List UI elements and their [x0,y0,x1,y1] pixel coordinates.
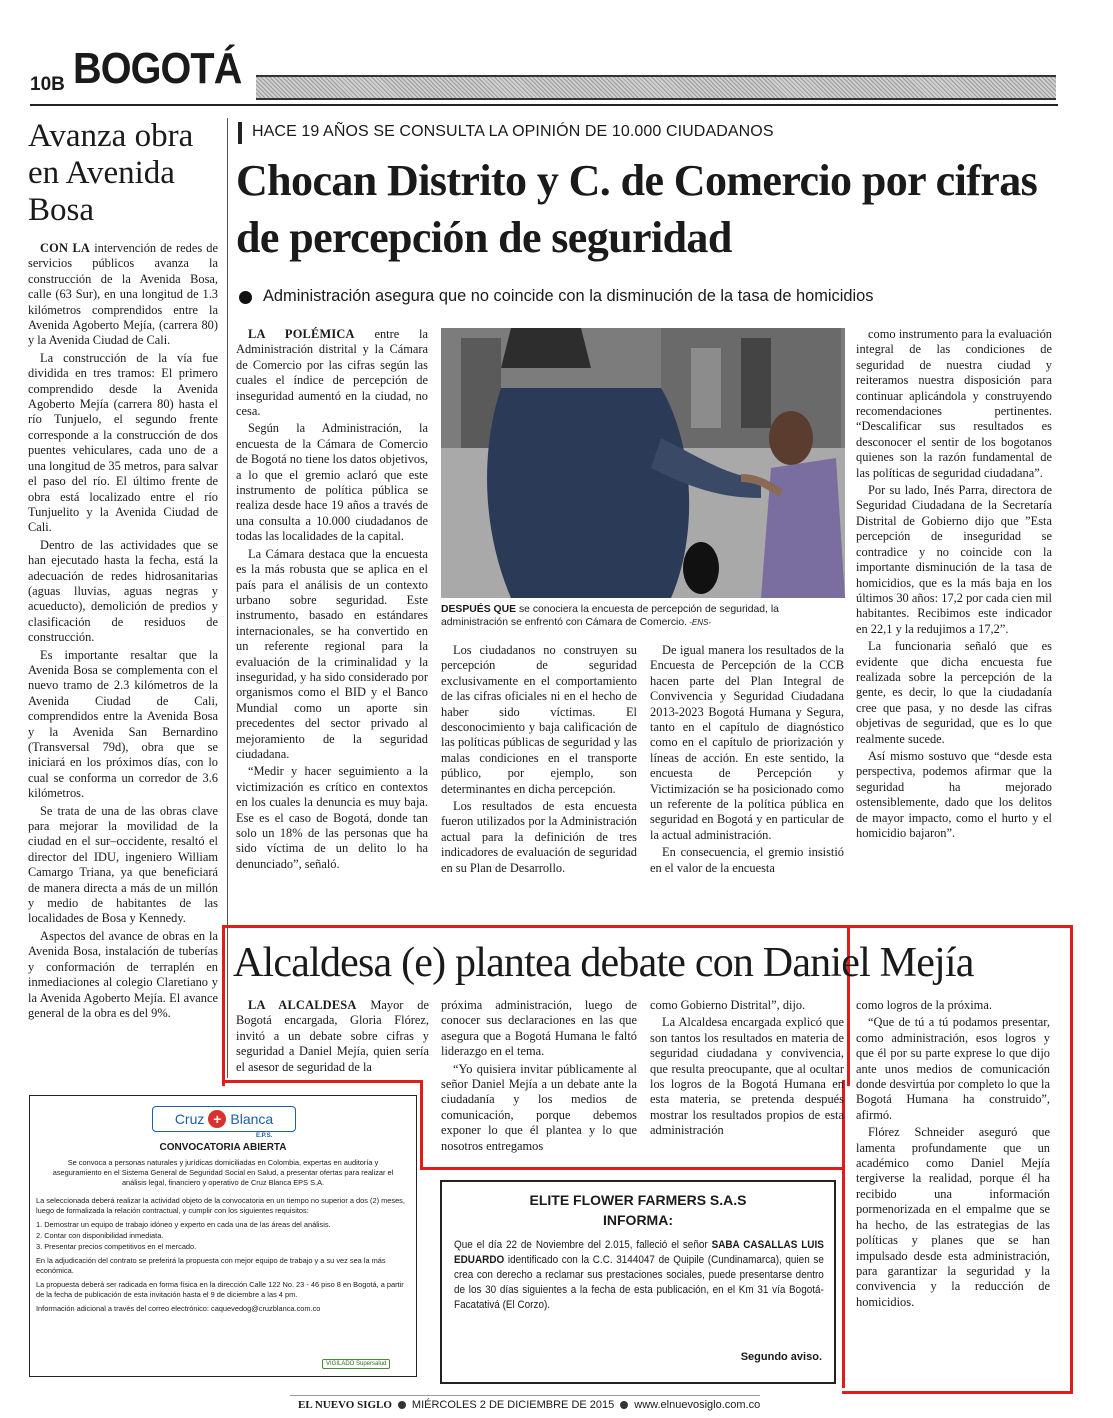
logo-right: Blanca [230,1111,274,1127]
paragraph-text: La construcción de la vía fue dividida en tres tramos: El primero comprendido desde la Avenida Agoberto Mejía (carrera 80) hasta el río Tunjuelo, el segundo frente corresponde a la construcción de dos puentes vehiculares, cada uno de a una longitud de 35 metros, para salvar el paso del río. El último frente de obra está localizado entre el río Tunjuelito y la Avenida Ciudad de Cali. [28,350,218,535]
main-headline: Chocan Distrito y C. de Comercio por cifras de percepción de seguridad [236,156,1038,262]
paragraph-text: Así mismo sostuvo que “desde esta perspectiva, podemos afirmar que la seguridad ha mejorado ostensiblemente, dado que los delitos de mayor impacto, como el hurto y el homicidio bajaron”. [856,748,1052,840]
paragraph-text: intervención de redes de servicios públicos avanza la construcción de la Avenida Bosa, calle (63 Sur), en una longitud de 1.3 kilómetros comprendidos entre la Avenida Agoberto Mejía, (carrera 80) y la Avenida Ciudad de Cali. [28,241,218,348]
ad-elite-subtitle: INFORMA: [603,1212,673,1228]
paragraph-lead: LA POLÉMICA [248,327,355,341]
footer-brand: EL NUEVO SIGLO [298,1399,392,1411]
ad-elite-title: ELITE FLOWER FARMERS S.A.S [529,1192,747,1208]
paragraph [441,998,637,1060]
section-title: BOGOTÁ [73,44,242,93]
paragraph [28,804,218,927]
paragraph [856,327,1052,481]
ad-cruz-intro: Se convoca a personas naturales y jurídicas domiciliadas en Colombia, expertas en auditoría y aseguramiento en el Sistema General de Seguridad Social en Salud, a presentar ofertas para realizar el análisis legal, financiero y operativo de Cruz Blanca EPS S.A. [52,1158,394,1187]
paragraph [856,483,1052,637]
supersalud-seal: VIGILADO Supersalud [322,1359,390,1369]
paragraph [441,1062,637,1154]
paragraph-text: “Yo quisiera invitar públicamente al señor Daniel Mejía a un debate ante la ciudadanía y los medios de comunicación, porque debemos exponer lo que él plantea y lo que nosotros entregamos [441,1061,637,1153]
highlight-box-notch [222,1080,422,1083]
paragraph-text: La Alcaldesa encargada explicó que son tantos los resultados en materia de seguridad ciudadana y convivencia, que resulta preocupante, que al ocultar los logros de la Bogotá Humana en esta materia, se pretenda después mostrar los resultados propios de esta administración [650,1015,844,1138]
paragraph [441,643,637,797]
paragraph [236,327,428,419]
ad-elite-body-start: Que el día 22 de Noviembre del 2.015, falleció el señor [454,1239,712,1251]
paragraph-text: entre la Administración distrital y la Cámara de Comercio por las cifras según las cuales el índice de percepción de inseguridad aumentó en la ciudad, no cesa. [236,327,428,419]
news-photo [441,328,845,598]
kicker-bar [238,122,242,144]
paragraph-text: como logros de la próxima. [856,998,992,1012]
ad-elite-flower [440,1180,836,1384]
kicker: HACE 19 AÑOS SE CONSULTA LA OPINIÓN DE 10.000 CIUDADANOS [252,123,774,140]
highlight-box-notch-h [420,1167,845,1170]
ad-cruz-body [36,1196,408,1315]
photo-caption-text: se conociera la encuesta de percepción de seguridad, la administración se enfrentó con Cámara de Comercio. [441,604,779,628]
footer-rule [290,1395,760,1396]
paragraph [236,421,428,544]
sidebar-body [28,241,218,1081]
paragraph-text: De igual manera los resultados de la Encuesta de Percepción de la CCB hacen parte del Plan Integral de Convivencia y Seguridad Ciudadana 2013-2023 Bogotá Humana y Segura, tanto en el capítulo de diagnóstico como en el capítulo de priorización y líneas de acción. En este sentido, la encuesta de Percepción y Victimización se ha posicionado como un referente de la política pública en seguridad en Bogotá y en particular de la actual administración. [650,643,844,842]
paragraph [650,1015,844,1138]
paragraph-text: Mayor de Bogotá encargada, Gloria Flórez, invitó a un debate sobre cifras y seguridad a Daniel Mejía, quien sería el asesor de seguridad de la [236,998,429,1074]
paragraph [236,547,428,763]
paragraph [236,998,429,1075]
paragraph-text: Se trata de una de las obras clave para mejorar la movilidad de la ciudad en el sur–occidente, resaltó el director del IDU, ingeniero William Camargo Triana, ya que beneficiará de manera directa a más de un millón y medio de habitantes de las localidades de Bosa y Kennedy. [28,803,218,926]
paragraph-text: Aspectos del avance de obras en la Avenida Bosa, instalación de tuberías y conformación de terraplén en inmediaciones al colegio Claretiano y la Avenida Agoberto Mejía. El avance general de la obra es del 9%. [28,928,218,1020]
ad-elite-notice: Segundo aviso. [740,1351,822,1363]
cruz-blanca-logo [152,1106,296,1132]
photo-caption [441,603,845,629]
footer [298,1399,760,1411]
paragraph-text: Dentro de las actividades que se han ejecutado hasta la fecha, está la adecuación de redes hidrosanitarias (aguas lluvias, aguas negras y acueducto), demolición de predios y clasificación de residuos de construcción. [28,537,218,645]
ad-cruz-p4: Información adicional a través del correo electrónico: caquevedog@cruzblanca.com.co [36,1304,321,1313]
paragraph-text: Según la Administración, la encuesta de la Cámara de Comercio de Bogotá no tiene los datos objetivos, a lo que el gremio aclaró que este instrumento de política pública se realiza desde hace 19 años a través de una consulta a 10.000 ciudadanos de todas las localidades de la capital. [236,421,428,544]
ad-cruz-p2: En la adjudicación del contrato se preferirá la propuesta con mejor equipo de trabajo y a su vez sea la más económica. [36,1256,386,1275]
ad-elite-name: SABA CASALLAS LUIS EDUARDO [454,1239,824,1266]
paragraph [856,749,1052,841]
page-number: 10B [30,74,65,95]
paragraph-text: La Cámara destaca que la encuesta es la más robusta que se aplica en el país para el análisis de un contexto urbano sobre seguridad. Este instrumento, basado en estándares internacionales, se ha convertido en un referente regional para la evaluación de la criminalidad y la inseguridad, y ha sido considerado por organismos como el BID y el Banco Mundial como un aporte sin precedentes del sector privado al mejoramiento de la seguridad ciudadana. [236,546,428,761]
paragraph-text: La funcionaria señaló que es evidente que dicha encuesta fue realizada sobre la percepción de la gente, es decir, lo que la ciudadanía cree que pasa, y no desde las cifras objetivas de seguridad, que es lo que realmente sucede. [856,639,1052,746]
footer-dot-icon [398,1401,406,1409]
requirement-1: 1. Demostrar un equipo de trabajo idóneo y experto en cada una de las áreas del análisis. [36,1220,331,1229]
paragraph [236,764,428,872]
paragraph [856,639,1052,747]
paragraph [650,845,844,876]
ad-cruz-p1: La seleccionada deberá realizar la actividad objeto de la convocatoria en un tiempo no superior a dos (2) meses, luego de formalizada la relación contractual, y cumplir con los siguientes requisitos: [36,1196,405,1215]
requirement-3: 3. Presentar precios competitivos en el mercado. [36,1242,197,1251]
paragraph-text: “Que de tú a tú podamos presentar, como administración, esos logros y que él por su parte exprese lo que dijo ante unos medios de comunicación donde desvirtúa por completo lo que la Bogotá Humana ha construido”, afirmó. [856,1015,1050,1122]
requirement-2: 2. Contar con disponibilidad inmediata. [36,1231,164,1240]
main-deck: Administración asegura que no coincide con la disminución de la tasa de homicidios [263,287,874,305]
paragraph [28,241,218,349]
main-column-4 [856,327,1052,912]
paragraph [28,351,218,536]
ad-cruz-blanca [29,1095,417,1377]
main-column-1 [236,327,428,912]
paragraph [856,1015,1050,1123]
ad-elite-body-end: identificado con la C.C. 3144047 de Quipile (Cundinamarca), quien se crea con derecho a reclamar sus prestaciones sociales, puede presentarse dentro de los 30 días siguientes a la fecha de esta publicación, en el Km 31 vía Bogotá-Facatativá (El Corzo). [454,1254,824,1311]
paragraph-text: Los ciudadanos no construyen su percepción de seguridad exclusivamente en el comportamiento de las cifras oficiales ni en el hecho de haber sido víctimas. El desconocimiento y baja calificación de las políticas públicas de seguridad y las malas condiciones en el transporte público, por ejemplo, son determinantes en dicha percepción. [441,643,637,796]
second-column-3 [650,998,844,1158]
logo-left: Cruz [174,1111,205,1127]
sidebar-headline: Avanza obra en Avenida Bosa [28,118,194,228]
footer-url: www.elnuevosiglo.com.co [634,1399,761,1411]
photo-scene [441,328,845,598]
second-headline: Alcaldesa (e) plantea debate con Daniel Mejía [233,940,974,986]
logo-sub: E.P.S. [256,1133,273,1139]
paragraph-text: Por su lado, Inés Parra, directora de Seguridad Ciudadana de la Secretaría Distrital de Gobierno dijo que ”Esta percepción de inseguridad se contradice y no coincide con la importante disminución de la tasa de homicidios, que es la más baja en los últimos 30 años: 17,2 por cada cien mil habitantes. Recibimos este indicador en 22,1 y la redujimos a 17,2”. [856,483,1052,636]
paragraph-text: Los resultados de esta encuesta fueron utilizados por la Administración actual para la definición de tres indicadores de evaluación de seguridad en su Plan de Desarrollo. [441,799,637,875]
header-pattern-band [256,75,1056,100]
paragraph-text: próxima administración, luego de conocer sus declaraciones en las que asegura que a Bogotá Humana le faltó liderazgo en el tema. [441,998,637,1059]
main-column-3 [650,643,844,913]
paragraph-lead: CON LA [40,241,91,255]
paragraph-text: Es importante resaltar que la Avenida Bosa se complementa con el nuevo tramo de 2.3 kilómetros de la Avenida Ciudad de Cali, comprendidos entre la Avenida Bosa y la Avenida San Bernardino (Transversal 79d), obra que se iniciará en los próximos días, con lo cual se conforma un corredor de 3.6 kilómetros. [28,647,218,801]
ad-cruz-title: CONVOCATORIA ABIERTA [159,1142,287,1153]
photo-credit: -ENS- [687,618,712,627]
second-column-1 [236,998,429,1078]
paragraph [28,648,218,802]
footer-dot-icon-2 [620,1401,628,1409]
paragraph-text: En consecuencia, el gremio insistió en el valor de la encuesta [650,845,844,875]
paragraph [28,929,218,1021]
paragraph-text: como Gobierno Distrital”, dijo. [650,998,806,1012]
cross-icon: + [208,1110,226,1128]
ad-cruz-p3: La propuesta deberá ser radicada en forma física en la dirección Calle 122 No. 23 - 46 piso 8 en Bogotá, a partir de la fecha de publicación de esta invitación hasta el 9 de diciembre a las 4 pm. [36,1280,404,1299]
paragraph [856,1125,1050,1310]
paragraph-lead: LA ALCALDESA [248,998,357,1012]
second-column-2 [441,998,637,1158]
bullet-icon [239,291,252,304]
header-rule [30,104,1058,106]
photo-caption-lead: DESPUÉS QUE [441,604,517,615]
paragraph [650,998,844,1013]
second-column-4 [856,998,1050,1373]
ad-elite-body [454,1238,824,1313]
paragraph [856,998,1050,1013]
paragraph-text: “Medir y hacer seguimiento a la victimización es crítico en contextos en los cuales la denuncia es muy baja. Ese es el caso de Bogotá, donde tan solo un 18% de las personas que ha sido víctima de un delito lo ha denunciado”, señaló. [236,764,428,871]
paragraph-text: Flórez Schneider aseguró que lamenta profundamente que un académico como Daniel Mejía tergiverse la realidad, porque él ha recibido una información pormenorizada en el empalme que se ha hecho, de las estrategias de las políticas y planes que se han impulsado desde esta administración, para garantizar la seguridad y la convivencia y la reducción de homicidios. [856,1125,1050,1309]
footer-date: MIÉRCOLES 2 DE DICIEMBRE DE 2015 [411,1399,615,1411]
paragraph [650,643,844,843]
paragraph-text: como instrumento para la evaluación integral de las condiciones de seguridad de nuestra ciudad y reiteramos nuestra disposición para continuar aplicándola y construyendo recomendaciones pertinentes. “Descalificar sus resultados es desconocer el sentir de los bogotanos quienes son la razón fundamental de las políticas de seguridad ciudadana”. [856,327,1052,480]
highlight-box-notch-v [420,1080,423,1170]
main-column-2 [441,643,637,913]
paragraph [28,538,218,646]
paragraph [441,799,637,876]
